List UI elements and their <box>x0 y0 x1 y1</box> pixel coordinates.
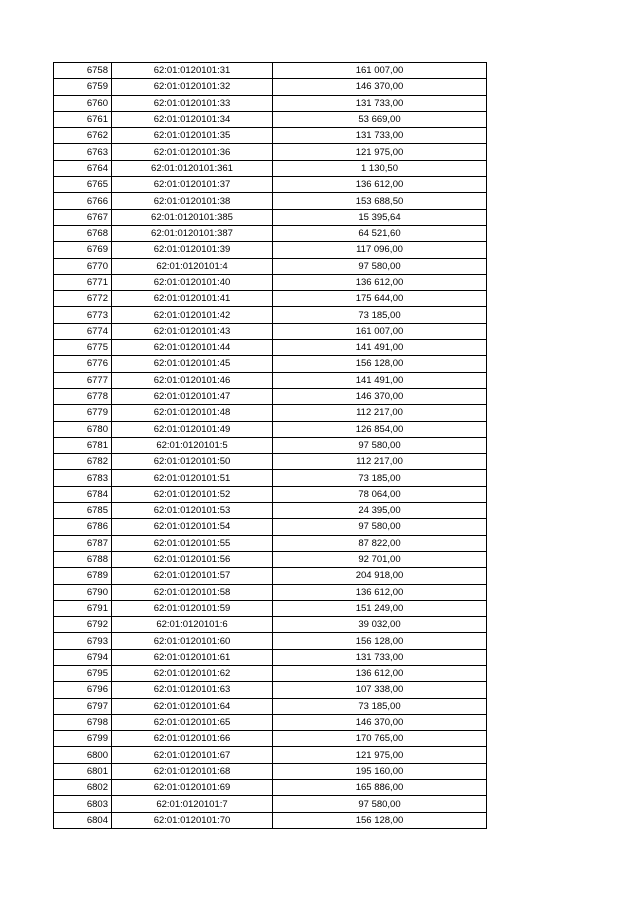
row-number-cell: 6794 <box>54 649 112 665</box>
row-number-cell: 6768 <box>54 225 112 241</box>
cadastral-value-cell: 107 338,00 <box>273 682 487 698</box>
cadastral-number-cell: 62:01:0120101:63 <box>112 682 273 698</box>
table-row <box>54 160 487 176</box>
row-number-cell: 6784 <box>54 486 112 502</box>
cadastral-value-cell: 204 918,00 <box>273 568 487 584</box>
cadastral-number-cell: 62:01:0120101:7 <box>112 796 273 812</box>
cadastral-number-cell: 62:01:0120101:69 <box>112 780 273 796</box>
row-number-cell: 6796 <box>54 682 112 698</box>
cadastral-value-cell: 112 217,00 <box>273 454 487 470</box>
cadastral-value-cell: 136 612,00 <box>273 274 487 290</box>
table-row <box>54 731 487 747</box>
row-number-cell: 6769 <box>54 242 112 258</box>
cadastral-number-cell: 62:01:0120101:58 <box>112 584 273 600</box>
cadastral-value-cell: 131 733,00 <box>273 128 487 144</box>
cadastral-number-cell: 62:01:0120101:41 <box>112 291 273 307</box>
cadastral-value-cell: 165 886,00 <box>273 780 487 796</box>
cadastral-number-cell: 62:01:0120101:32 <box>112 79 273 95</box>
table-row <box>54 193 487 209</box>
table-row <box>54 747 487 763</box>
cadastral-number-cell: 62:01:0120101:55 <box>112 535 273 551</box>
row-number-cell: 6787 <box>54 535 112 551</box>
cadastral-number-cell: 62:01:0120101:6 <box>112 617 273 633</box>
cadastral-number-cell: 62:01:0120101:35 <box>112 128 273 144</box>
table-row <box>54 796 487 812</box>
table-row <box>54 144 487 160</box>
table-row <box>54 242 487 258</box>
table-row <box>54 486 487 502</box>
row-number-cell: 6800 <box>54 747 112 763</box>
row-number-cell: 6773 <box>54 307 112 323</box>
table-row <box>54 274 487 290</box>
cadastral-value-table <box>53 62 487 829</box>
cadastral-number-cell: 62:01:0120101:42 <box>112 307 273 323</box>
table-row <box>54 128 487 144</box>
table-row <box>54 617 487 633</box>
row-number-cell: 6761 <box>54 111 112 127</box>
row-number-cell: 6774 <box>54 323 112 339</box>
cadastral-number-cell: 62:01:0120101:65 <box>112 714 273 730</box>
table-row <box>54 388 487 404</box>
cadastral-value-cell: 151 249,00 <box>273 600 487 616</box>
cadastral-number-cell: 62:01:0120101:387 <box>112 225 273 241</box>
cadastral-number-cell: 62:01:0120101:54 <box>112 519 273 535</box>
cadastral-value-cell: 146 370,00 <box>273 79 487 95</box>
cadastral-value-cell: 15 395,64 <box>273 209 487 225</box>
cadastral-value-cell: 141 491,00 <box>273 340 487 356</box>
row-number-cell: 6799 <box>54 731 112 747</box>
cadastral-value-cell: 126 854,00 <box>273 421 487 437</box>
cadastral-number-cell: 62:01:0120101:36 <box>112 144 273 160</box>
row-number-cell: 6781 <box>54 437 112 453</box>
cadastral-number-cell: 62:01:0120101:60 <box>112 633 273 649</box>
cadastral-value-cell: 131 733,00 <box>273 649 487 665</box>
cadastral-value-cell: 161 007,00 <box>273 63 487 79</box>
cadastral-number-cell: 62:01:0120101:70 <box>112 812 273 828</box>
table-row <box>54 812 487 828</box>
row-number-cell: 6765 <box>54 177 112 193</box>
cadastral-number-cell: 62:01:0120101:59 <box>112 600 273 616</box>
table-row <box>54 551 487 567</box>
cadastral-value-cell: 131 733,00 <box>273 95 487 111</box>
cadastral-value-cell: 121 975,00 <box>273 747 487 763</box>
row-number-cell: 6789 <box>54 568 112 584</box>
cadastral-number-cell: 62:01:0120101:50 <box>112 454 273 470</box>
cadastral-value-cell: 146 370,00 <box>273 714 487 730</box>
cadastral-number-cell: 62:01:0120101:40 <box>112 274 273 290</box>
row-number-cell: 6785 <box>54 503 112 519</box>
row-number-cell: 6762 <box>54 128 112 144</box>
row-number-cell: 6780 <box>54 421 112 437</box>
table-row <box>54 503 487 519</box>
cadastral-number-cell: 62:01:0120101:64 <box>112 698 273 714</box>
cadastral-value-cell: 1 130,50 <box>273 160 487 176</box>
cadastral-value-cell: 117 096,00 <box>273 242 487 258</box>
cadastral-number-cell: 62:01:0120101:51 <box>112 470 273 486</box>
cadastral-number-cell: 62:01:0120101:34 <box>112 111 273 127</box>
row-number-cell: 6764 <box>54 160 112 176</box>
cadastral-number-cell: 62:01:0120101:47 <box>112 388 273 404</box>
row-number-cell: 6758 <box>54 63 112 79</box>
row-number-cell: 6792 <box>54 617 112 633</box>
table-row <box>54 111 487 127</box>
cadastral-number-cell: 62:01:0120101:33 <box>112 95 273 111</box>
cadastral-value-cell: 92 701,00 <box>273 551 487 567</box>
table-row <box>54 95 487 111</box>
table-row <box>54 340 487 356</box>
table-row <box>54 470 487 486</box>
table-row <box>54 665 487 681</box>
table-row <box>54 714 487 730</box>
cadastral-value-cell: 156 128,00 <box>273 356 487 372</box>
cadastral-value-cell: 97 580,00 <box>273 796 487 812</box>
cadastral-number-cell: 62:01:0120101:43 <box>112 323 273 339</box>
cadastral-number-cell: 62:01:0120101:66 <box>112 731 273 747</box>
cadastral-number-cell: 62:01:0120101:5 <box>112 437 273 453</box>
table-row <box>54 63 487 79</box>
cadastral-value-cell: 175 644,00 <box>273 291 487 307</box>
cadastral-value-cell: 136 612,00 <box>273 177 487 193</box>
row-number-cell: 6776 <box>54 356 112 372</box>
table-row <box>54 258 487 274</box>
row-number-cell: 6777 <box>54 372 112 388</box>
table-row <box>54 225 487 241</box>
cadastral-number-cell: 62:01:0120101:49 <box>112 421 273 437</box>
cadastral-value-cell: 161 007,00 <box>273 323 487 339</box>
row-number-cell: 6759 <box>54 79 112 95</box>
table-row <box>54 519 487 535</box>
table-row <box>54 177 487 193</box>
cadastral-number-cell: 62:01:0120101:4 <box>112 258 273 274</box>
cadastral-number-cell: 62:01:0120101:361 <box>112 160 273 176</box>
cadastral-number-cell: 62:01:0120101:37 <box>112 177 273 193</box>
cadastral-number-cell: 62:01:0120101:46 <box>112 372 273 388</box>
cadastral-value-cell: 24 395,00 <box>273 503 487 519</box>
table-row <box>54 291 487 307</box>
row-number-cell: 6804 <box>54 812 112 828</box>
cadastral-value-cell: 136 612,00 <box>273 584 487 600</box>
cadastral-number-cell: 62:01:0120101:31 <box>112 63 273 79</box>
cadastral-value-cell: 146 370,00 <box>273 388 487 404</box>
cadastral-number-cell: 62:01:0120101:67 <box>112 747 273 763</box>
cadastral-number-cell: 62:01:0120101:56 <box>112 551 273 567</box>
cadastral-value-cell: 112 217,00 <box>273 405 487 421</box>
cadastral-value-cell: 121 975,00 <box>273 144 487 160</box>
cadastral-number-cell: 62:01:0120101:52 <box>112 486 273 502</box>
cadastral-value-cell: 156 128,00 <box>273 633 487 649</box>
row-number-cell: 6786 <box>54 519 112 535</box>
table-row <box>54 307 487 323</box>
cadastral-number-cell: 62:01:0120101:57 <box>112 568 273 584</box>
row-number-cell: 6783 <box>54 470 112 486</box>
cadastral-value-cell: 73 185,00 <box>273 470 487 486</box>
row-number-cell: 6797 <box>54 698 112 714</box>
cadastral-value-cell: 39 032,00 <box>273 617 487 633</box>
table-row <box>54 600 487 616</box>
table-row <box>54 209 487 225</box>
cadastral-value-cell: 64 521,60 <box>273 225 487 241</box>
row-number-cell: 6788 <box>54 551 112 567</box>
row-number-cell: 6763 <box>54 144 112 160</box>
cadastral-value-cell: 141 491,00 <box>273 372 487 388</box>
row-number-cell: 6790 <box>54 584 112 600</box>
cadastral-number-cell: 62:01:0120101:68 <box>112 763 273 779</box>
row-number-cell: 6801 <box>54 763 112 779</box>
table-row <box>54 698 487 714</box>
table-row <box>54 405 487 421</box>
cadastral-number-cell: 62:01:0120101:39 <box>112 242 273 258</box>
row-number-cell: 6775 <box>54 340 112 356</box>
row-number-cell: 6793 <box>54 633 112 649</box>
table-row <box>54 568 487 584</box>
cadastral-value-cell: 195 160,00 <box>273 763 487 779</box>
row-number-cell: 6770 <box>54 258 112 274</box>
table-row <box>54 763 487 779</box>
table-row <box>54 584 487 600</box>
table-row <box>54 356 487 372</box>
cadastral-value-cell: 73 185,00 <box>273 698 487 714</box>
row-number-cell: 6772 <box>54 291 112 307</box>
row-number-cell: 6778 <box>54 388 112 404</box>
table-row <box>54 421 487 437</box>
cadastral-value-cell: 87 822,00 <box>273 535 487 551</box>
table-row <box>54 633 487 649</box>
row-number-cell: 6782 <box>54 454 112 470</box>
cadastral-value-cell: 136 612,00 <box>273 665 487 681</box>
cadastral-value-cell: 153 688,50 <box>273 193 487 209</box>
table-row <box>54 372 487 388</box>
cadastral-value-cell: 97 580,00 <box>273 519 487 535</box>
cadastral-number-cell: 62:01:0120101:62 <box>112 665 273 681</box>
row-number-cell: 6767 <box>54 209 112 225</box>
cadastral-number-cell: 62:01:0120101:385 <box>112 209 273 225</box>
table-row <box>54 79 487 95</box>
row-number-cell: 6760 <box>54 95 112 111</box>
row-number-cell: 6791 <box>54 600 112 616</box>
table-body <box>54 63 487 829</box>
row-number-cell: 6795 <box>54 665 112 681</box>
cadastral-value-cell: 53 669,00 <box>273 111 487 127</box>
table-row <box>54 535 487 551</box>
cadastral-number-cell: 62:01:0120101:38 <box>112 193 273 209</box>
table-row <box>54 780 487 796</box>
cadastral-value-cell: 170 765,00 <box>273 731 487 747</box>
cadastral-value-cell: 73 185,00 <box>273 307 487 323</box>
cadastral-number-cell: 62:01:0120101:53 <box>112 503 273 519</box>
cadastral-value-cell: 156 128,00 <box>273 812 487 828</box>
row-number-cell: 6798 <box>54 714 112 730</box>
table-row <box>54 437 487 453</box>
table-row <box>54 682 487 698</box>
cadastral-number-cell: 62:01:0120101:44 <box>112 340 273 356</box>
row-number-cell: 6803 <box>54 796 112 812</box>
cadastral-number-cell: 62:01:0120101:61 <box>112 649 273 665</box>
table-row <box>54 323 487 339</box>
table-row <box>54 649 487 665</box>
row-number-cell: 6779 <box>54 405 112 421</box>
cadastral-number-cell: 62:01:0120101:48 <box>112 405 273 421</box>
table-row <box>54 454 487 470</box>
row-number-cell: 6771 <box>54 274 112 290</box>
row-number-cell: 6802 <box>54 780 112 796</box>
cadastral-value-cell: 97 580,00 <box>273 437 487 453</box>
row-number-cell: 6766 <box>54 193 112 209</box>
cadastral-number-cell: 62:01:0120101:45 <box>112 356 273 372</box>
cadastral-value-cell: 97 580,00 <box>273 258 487 274</box>
cadastral-value-cell: 78 064,00 <box>273 486 487 502</box>
